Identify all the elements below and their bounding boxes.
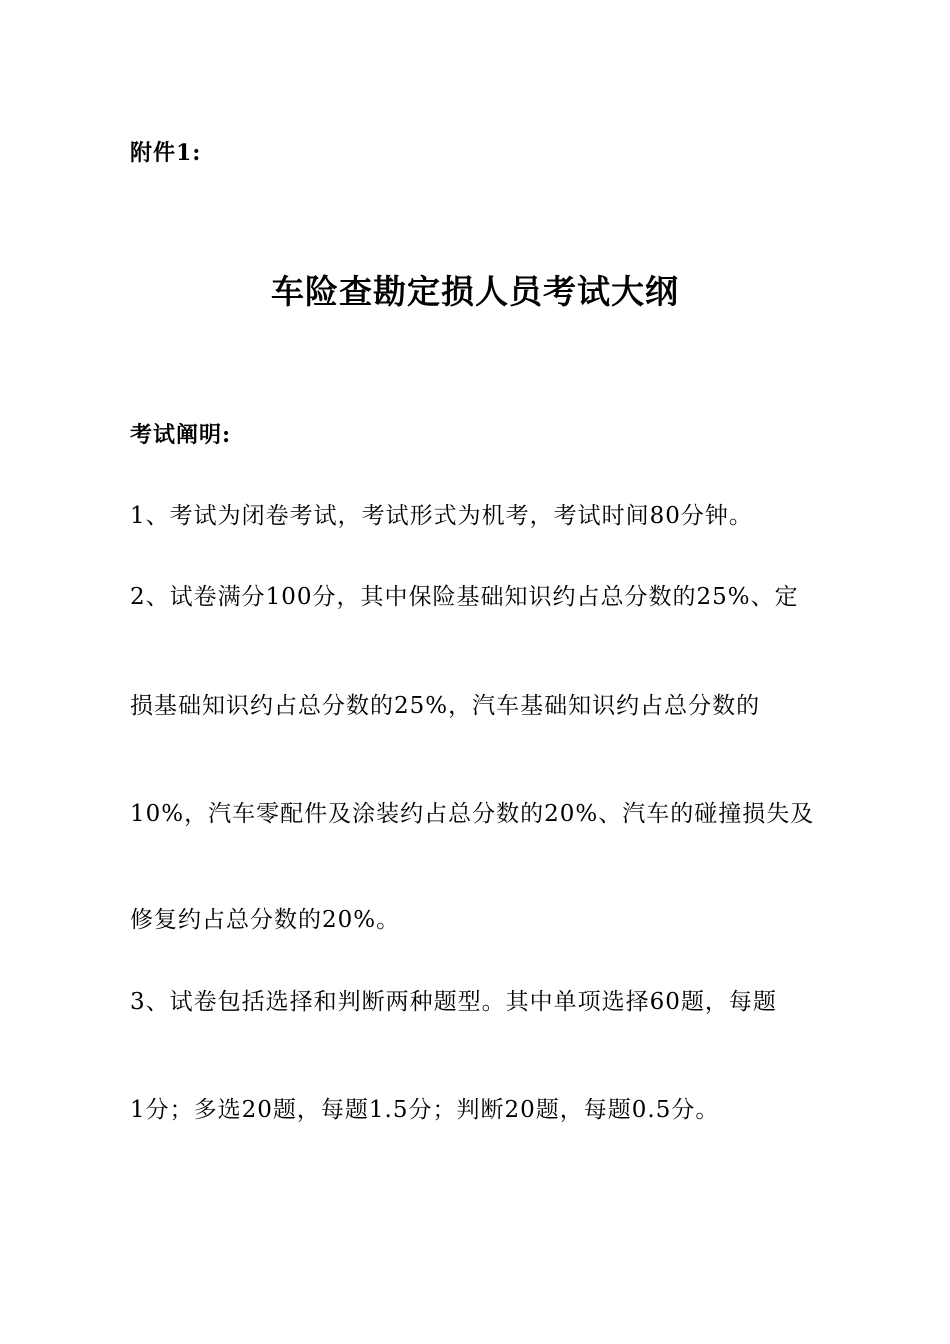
body-line-3: 损基础知识约占总分数的25%，汽车基础知识约占总分数的 xyxy=(130,693,761,719)
body-line-4: 10%，汽车零配件及涂装约占总分数的20%、汽车的碰撞损失及 xyxy=(130,801,815,827)
body-line-5: 修复约占总分数的20%。 xyxy=(130,907,401,933)
body-line-7: 1分；多选20题，每题1.5分；判断20题，每题0.5分。 xyxy=(130,1097,720,1123)
body-line-2: 2、试卷满分100分，其中保险基础知识约占总分数的25%、定 xyxy=(130,584,799,610)
annex-label: 附件1: xyxy=(130,140,202,166)
section-heading: 考试阐明: xyxy=(130,422,232,448)
body-line-6: 3、试卷包括选择和判断两种题型。其中单项选择60题，每题 xyxy=(130,989,777,1015)
body-line-1: 1、考试为闭卷考试，考试形式为机考，考试时间80分钟。 xyxy=(130,503,753,529)
document-title: 车险查勘定损人员考试大纲 xyxy=(271,272,679,311)
